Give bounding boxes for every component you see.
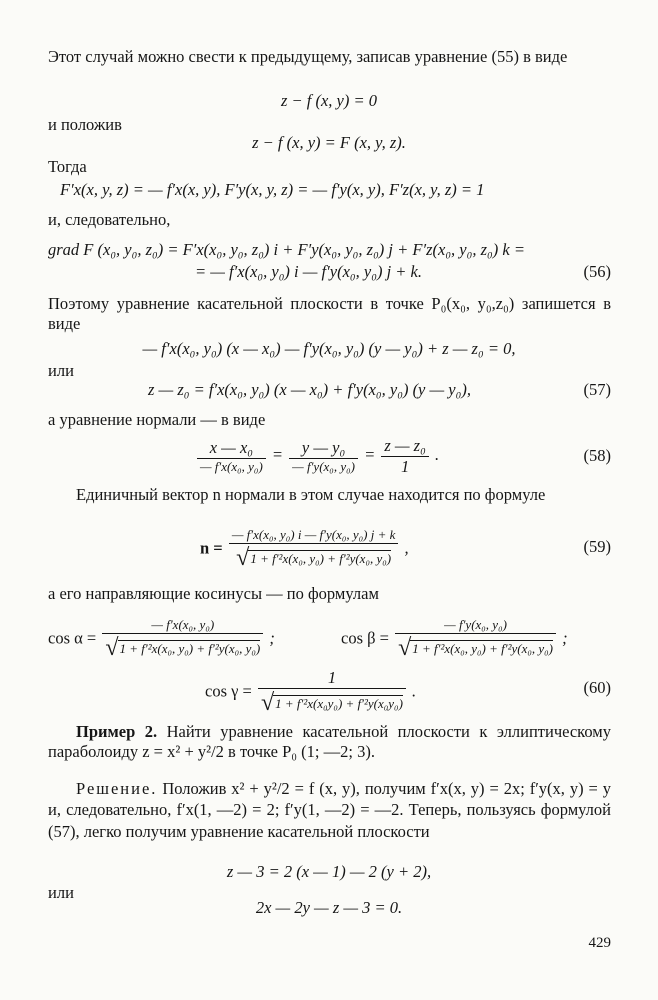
fraction-numerator: — f′x(x₀, y₀) i — f′y(x₀, y₀) j + k (229, 527, 399, 544)
equation-grad-line2: = — f′x(x₀, y₀) i — f′y(x₀, y₀) j + k. (195, 262, 422, 281)
page-number: 429 (588, 935, 611, 951)
radical-denominator: 1 + f′²x(x₀, y₀) + f′²y(x₀, y₀) (119, 640, 261, 656)
radical-denominator: 1 + f′²x(x₀, y₀) + f′²y(x₀, y₀) (412, 640, 554, 656)
text-or: или (48, 361, 74, 380)
fraction-cos-alpha: $\frac{\text{— f′x(x₀, y₀)}}{\text{√1 + f′²x(x₀, y₀) + f′²y(x₀, y₀)}}$ (102, 617, 263, 662)
fraction-numerator: — f′y(x₀, y₀) (395, 617, 556, 634)
equation-partials-F: F′x(x, y, z) = — f′x(x, y), F′y(x, y, z) = — f′y(x, y), F′z(x, y, z) = 1 (60, 180, 485, 199)
example-paragraph (48, 722, 611, 762)
tangent-paragraph: Поэтому уравнение касательной плоскости в точке P₀(x₀, y₀,z₀) запишется в виде (48, 294, 611, 333)
cos-beta-lhs: cos β = (341, 628, 389, 648)
fraction-z (381, 436, 429, 477)
example-text: Найти уравнение касательной плоскости к эллиптическому параболоиду z = x² + y²/2 в точке P₀ (1; —2; 3). (48, 722, 611, 761)
equation-59: n = $\frac{\text{— f′x(x₀, y₀) i — f′y(x₀, y₀) j + k}}{\text{√1 + f′²x(x₀, y₀) + f′²y(x₀, y₀)}}$ , (200, 527, 409, 571)
intro-paragraph: Этот случай можно свести к предыдущему, записав уравнение (55) в виде (48, 47, 568, 66)
example-label: Пример 2. (76, 722, 158, 741)
equation-cos-gamma: cos γ = $\frac{1}{\text{√1 + f′²x(x₀y₀) + f′²y(x₀y₀)}}$ . (205, 668, 417, 716)
equation-z-minus-f: z − f (x, y) = 0 (280, 91, 378, 110)
fraction-cos-beta: $\frac{\text{— f′y(x₀, y₀)}}{\text{√1 + f′²x(x₀, y₀) + f′²y(x₀, y₀)}}$ (395, 617, 556, 662)
fraction-numerator: — f′x(x₀, y₀) (102, 617, 263, 634)
equation-number-60: (60) (583, 678, 611, 697)
fraction-denominator: — f′y(x₀, y₀) (292, 458, 355, 474)
cos-gamma-lhs: cos γ = (205, 681, 252, 701)
equation-number-56: (56) (583, 262, 611, 281)
equation-define-F: z − f (x, y) = F (x, y, z). (252, 133, 406, 152)
fraction-cos-gamma: $\frac{1}{\text{√1 + f′²x(x₀y₀) + f′²y(x₀y₀)}}$ (258, 668, 406, 718)
intro-and-setting: и положив (48, 115, 122, 134)
equation-grad-line1: grad F (x₀, y₀, z₀) = F′x(x₀, y₀, z₀) i + F′y(x₀, y₀, z₀) j + F′z(x₀, y₀, z₀) k = (48, 240, 525, 259)
fraction-numerator: x — x₀ (197, 438, 266, 459)
equation-number-57: (57) (583, 380, 611, 399)
equation-solution-1: z — 3 = 2 (x — 1) — 2 (y + 2), (226, 862, 432, 881)
radical-denominator: 1 + f′²x(x₀y₀) + f′²y(x₀y₀) (275, 695, 403, 711)
intro-then: Тогда (48, 157, 87, 176)
equation-58: $\frac{\text{x — x₀}}{\text{— f′x(x₀, y₀)}}$ = $\frac{\text{y — y₀}}{\text{— f′y(x₀, y₀)}}$ = $\frac{\text{z — z₀}}{1}$ . (195, 436, 439, 477)
solution-paragraph (48, 778, 611, 842)
solution-text: Положив x² + y²/2 = f (x, y), получим f′x(x, y) = 2x; f′y(x, y) = y и, следовательно, f′x(1, —2) = 2; f′y(1, —2) = —2. Теперь, пользуясь формулой (57), легко получим уравнение касательной плоскости (48, 779, 611, 841)
text-or-2: или (48, 883, 74, 902)
fraction-unit-vector: $\frac{\text{— f′x(x₀, y₀) i — f′y(x₀, y₀) j + k}}{\text{√1 + f′²x(x₀, y₀) + f′²y(x₀, y₀)}}$ (229, 527, 399, 572)
normal-paragraph: а уравнение нормали — в виде (48, 410, 266, 429)
equation-number-59: (59) (583, 537, 611, 556)
equation-cos-alpha: cos α = $\frac{\text{— f′x(x₀, y₀)}}{\text{√1 + f′²x(x₀, y₀) + f′²y(x₀, y₀)}}$ ; (48, 617, 275, 661)
fraction-numerator: z — z₀ (381, 436, 429, 457)
equation-tangent-plane: — f′x(x₀, y₀) (x — x₀) — f′y(x₀, y₀) (y — y₀) + z — z₀ = 0, (142, 339, 516, 358)
fraction-numerator: y — y₀ (289, 438, 358, 459)
unit-vector-paragraph: Единичный вектор n нормали в этом случае находится по формуле (76, 485, 546, 504)
fraction-denominator: — f′x(x₀, y₀) (200, 458, 263, 474)
unit-lhs: n = (200, 538, 223, 558)
equation-number-58: (58) (583, 446, 611, 465)
equation-57: z — z₀ = f′x(x₀, y₀) (x — x₀) + f′y(x₀, y₀) (y — y₀), (148, 380, 471, 399)
fraction-numerator: 1 (258, 668, 406, 689)
fraction-denominator: 1 (400, 456, 410, 476)
intro-consequently: и, следовательно, (48, 210, 171, 229)
equation-solution-2: 2x — 2y — z — 3 = 0. (255, 898, 403, 917)
cos-alpha-lhs: cos α = (48, 628, 97, 648)
cosines-paragraph: а его направляющие косинусы — по формулам (48, 584, 379, 603)
radical-denominator: 1 + f′²x(x₀, y₀) + f′²y(x₀, y₀) (250, 550, 392, 566)
solution-label: Решение. (76, 779, 158, 798)
equation-cos-beta: cos β = $\frac{\text{— f′y(x₀, y₀)}}{\text{√1 + f′²x(x₀, y₀) + f′²y(x₀, y₀)}}$ ; (341, 617, 568, 661)
fraction-x (197, 438, 266, 474)
fraction-y (289, 438, 358, 474)
